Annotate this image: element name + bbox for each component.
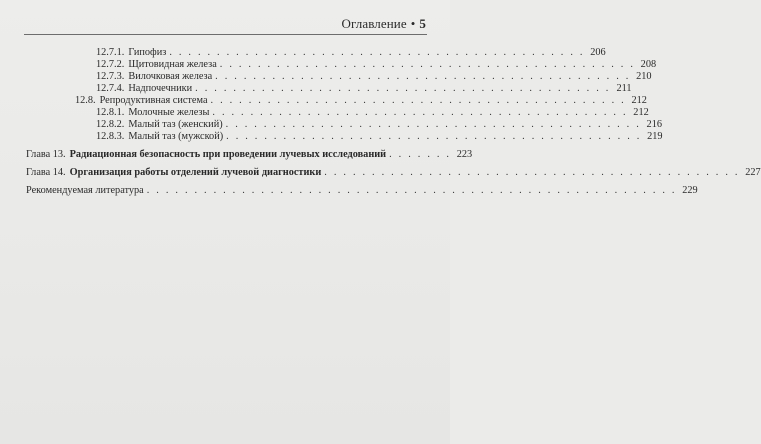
toc-leader-dots: . . . . . . . . . . . . . . . . . . . . . . . . . . . . . . . . . . . . . . . . . . . . [195, 83, 611, 94]
toc-leader-dots: . . . . . . . . . . . . . . . . . . . . . . . . . . . . . . . . . . . . . . . . . . . . [219, 59, 636, 70]
toc-entry [96, 107, 649, 118]
toc-entry [26, 185, 698, 196]
toc-entry-title: Щитовидная железа [128, 59, 217, 70]
toc-entry-title: Молочные железы [128, 107, 210, 118]
toc-entry-number: 12.7.4. [96, 83, 125, 94]
toc-entry-number: 12.8.3. [96, 131, 125, 142]
toc-entry-chapter [26, 167, 761, 178]
toc-entry [96, 59, 657, 70]
toc-entry-title: Малый таз (женский) [128, 119, 223, 130]
toc-entry-number: 12.8.2. [96, 119, 125, 130]
toc-entry [96, 119, 662, 130]
toc-entry [96, 47, 606, 58]
toc-entry-page: 212 [633, 107, 649, 118]
toc-entry-title: Малый таз (мужской) [128, 131, 224, 142]
toc-leader-dots: . . . . . . . . . . . . . . . . . . . . . . . . . . . . . . . . . . . . . . . . . . . . [169, 47, 585, 58]
toc-entry-title: Вилочковая железа [128, 71, 213, 82]
toc-entry-chapter [26, 149, 473, 160]
running-head-title: Оглавление [341, 16, 407, 31]
header-rule [24, 34, 427, 35]
toc-entry [96, 131, 663, 142]
toc-entry-number: 12.7.3. [96, 71, 125, 82]
toc-entry-page: 211 [616, 83, 632, 94]
toc-entry-page: 208 [640, 59, 657, 70]
toc-entry-number: 12.8.1. [96, 107, 125, 118]
toc-entry-number: Глава 13. [26, 149, 66, 160]
toc-entry [96, 83, 632, 94]
toc-leader-dots: . . . . . . . . . . . . . . . . . . . . . . . . . . . . . . . . . . . . . . . . . . . . [225, 119, 641, 130]
toc-leader-dots: . . . . . . . [389, 149, 452, 160]
toc-leader-dots: . . . . . . . . . . . . . . . . . . . . . . . . . . . . . . . . . . . . . . . . . . . . [212, 107, 628, 118]
page-number: 5 [419, 16, 426, 31]
toc-entry [75, 95, 647, 106]
toc-entry-page: 212 [631, 95, 647, 106]
toc-leader-dots: . . . . . . . . . . . . . . . . . . . . . . . . . . . . . . . . . . . . . . . . . . . . [215, 71, 631, 82]
toc-entry-number: 12.7.1. [96, 47, 125, 58]
toc-entry [96, 71, 652, 82]
toc-entry-page: 216 [646, 119, 662, 130]
toc-entry-page: 219 [647, 131, 663, 142]
toc-leader-dots: . . . . . . . . . . . . . . . . . . . . . . . . . . . . . . . . . . . . . . . . . . . . [324, 167, 740, 178]
toc-entry-page: 223 [456, 149, 473, 160]
toc-entry-title: Радиационная безопасность при проведении лучевых исследований [69, 149, 387, 160]
toc-entry-number: 12.7.2. [96, 59, 125, 70]
toc-entry-title: Гипофиз [128, 47, 167, 58]
toc-entry-page: 210 [636, 71, 652, 82]
toc-leader-dots: . . . . . . . . . . . . . . . . . . . . . . . . . . . . . . . . . . . . . . . . . . . . . . . . . . . . . . . . [146, 185, 677, 196]
toc-entry-title: Рекомендуемая литература [26, 185, 144, 196]
toc-entry-page: 229 [682, 185, 698, 196]
toc-entry-title: Надпочечники [128, 83, 193, 94]
toc-leader-dots: . . . . . . . . . . . . . . . . . . . . . . . . . . . . . . . . . . . . . . . . . . . . [210, 95, 626, 106]
toc-entry-number: 12.8. [75, 95, 96, 106]
toc-leader-dots: . . . . . . . . . . . . . . . . . . . . . . . . . . . . . . . . . . . . . . . . . . . . [226, 131, 642, 142]
toc-entry-number: Глава 14. [26, 167, 66, 178]
toc-entry-title: Репродуктивная система [99, 95, 208, 106]
running-head [342, 16, 427, 32]
toc-entry-page: 206 [590, 47, 606, 58]
running-head-separator: • [410, 16, 416, 31]
toc-entry-page: 227 [745, 167, 761, 178]
toc-entry-title: Организация работы отделений лучевой диагностики [69, 167, 322, 178]
